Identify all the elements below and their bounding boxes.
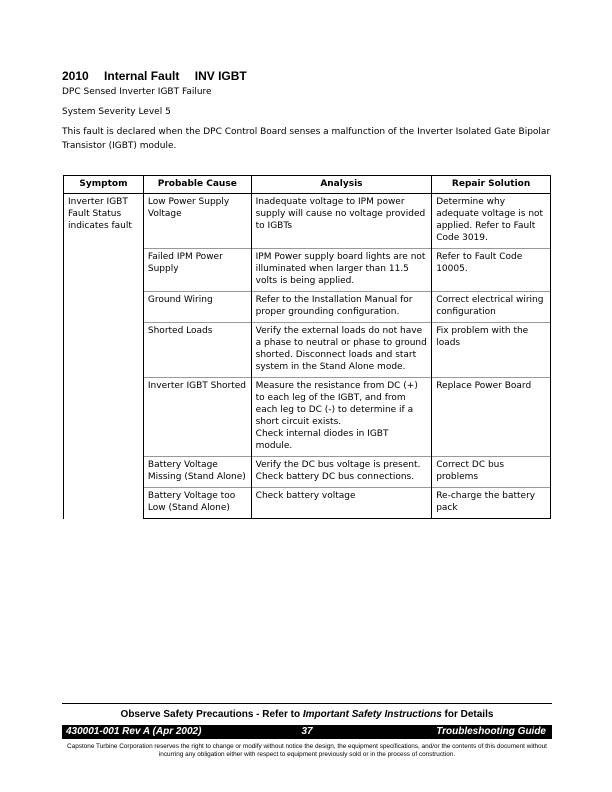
footer-divider bbox=[62, 703, 552, 704]
repair-cell: Re-charge the battery pack bbox=[432, 488, 551, 519]
cause-cell: Battery Voltage Missing (Stand Alone) bbox=[143, 457, 251, 488]
analysis-cell: Check battery voltage bbox=[251, 488, 432, 519]
fault-description: This fault is declared when the DPC Control Board senses a malfunction of the Inverter Isolated Gate Bipolar Transistor (IGBT) module. bbox=[62, 127, 551, 151]
header-symptom: Symptom bbox=[64, 176, 144, 194]
header-analysis: Analysis bbox=[251, 176, 432, 194]
cause-cell: Ground Wiring bbox=[143, 292, 251, 323]
fault-title: Internal Fault bbox=[104, 69, 180, 83]
safety-notice bbox=[62, 709, 552, 720]
repair-cell: Determine why adequate voltage is not applied. Refer to Fault Code 3019. bbox=[432, 194, 551, 249]
safety-instructions-link: Important Safety Instructions bbox=[302, 709, 442, 720]
analysis-cell: Refer to the Installation Manual for proper grounding configuration. bbox=[251, 292, 432, 323]
cause-cell: Shorted Loads bbox=[143, 323, 251, 378]
analysis-cell: Inadequate voltage to IPM power supply will cause no voltage provided to IGBTs bbox=[251, 194, 432, 249]
page-number: 37 bbox=[301, 726, 313, 737]
troubleshooting-table bbox=[63, 175, 551, 519]
repair-cell: Replace Power Board bbox=[432, 378, 551, 457]
repair-cell: Refer to Fault Code 10005. bbox=[432, 249, 551, 292]
repair-cell: Correct DC bus problems bbox=[432, 457, 551, 488]
section-heading bbox=[62, 69, 259, 83]
repair-cell: Correct electrical wiring configuration bbox=[432, 292, 551, 323]
document-id: 430001-001 Rev A (Apr 2002) bbox=[66, 726, 202, 737]
cause-cell: Inverter IGBT Shorted bbox=[143, 378, 251, 457]
analysis-cell: Verify the DC bus voltage is present. Check battery DC bus connections. bbox=[251, 457, 432, 488]
header-repair-solution: Repair Solution bbox=[432, 176, 551, 194]
severity-level: System Severity Level 5 bbox=[62, 107, 171, 117]
fault-subtitle: DPC Sensed Inverter IGBT Failure bbox=[62, 87, 212, 97]
analysis-cell: Measure the resistance from DC (+) to each leg of the IGBT, and from each leg to DC (-) to determine if a short circuit exists. Check internal diodes in IGBT module. bbox=[251, 378, 432, 457]
analysis-cell: Verify the external loads do not have a phase to neutral or phase to ground shorted. Disconnect loads and start system in the Stand Alone mode. bbox=[251, 323, 432, 378]
cause-cell: Failed IPM Power Supply bbox=[143, 249, 251, 292]
footer-bar bbox=[62, 725, 552, 739]
table-header-row bbox=[64, 176, 551, 194]
repair-cell: Fix problem with the loads bbox=[432, 323, 551, 378]
fault-code: 2010 bbox=[62, 69, 89, 83]
section-name: Troubleshooting Guide bbox=[436, 726, 546, 737]
fault-alias: INV IGBT bbox=[194, 69, 247, 83]
cause-cell: Low Power Supply Voltage bbox=[143, 194, 251, 249]
header-probable-cause: Probable Cause bbox=[143, 176, 251, 194]
symptom-cell: Inverter IGBT Fault Status indicates fault bbox=[64, 194, 144, 519]
legal-disclaimer: Capstone Turbine Corporation reserves the right to change or modify without notice the design, the equipment specifications, and/or the contents of this document without incurring any obligation either with respect to equipment previously sold or in the process of construction. bbox=[67, 743, 547, 758]
cause-cell: Battery Voltage too Low (Stand Alone) bbox=[143, 488, 251, 519]
table-row bbox=[64, 194, 551, 249]
safety-suffix: for Details bbox=[441, 709, 494, 720]
analysis-cell: IPM Power supply board lights are not illuminated when larger than 11.5 volts is being applied. bbox=[251, 249, 432, 292]
safety-prefix: Observe Safety Precautions - Refer to bbox=[120, 709, 303, 720]
